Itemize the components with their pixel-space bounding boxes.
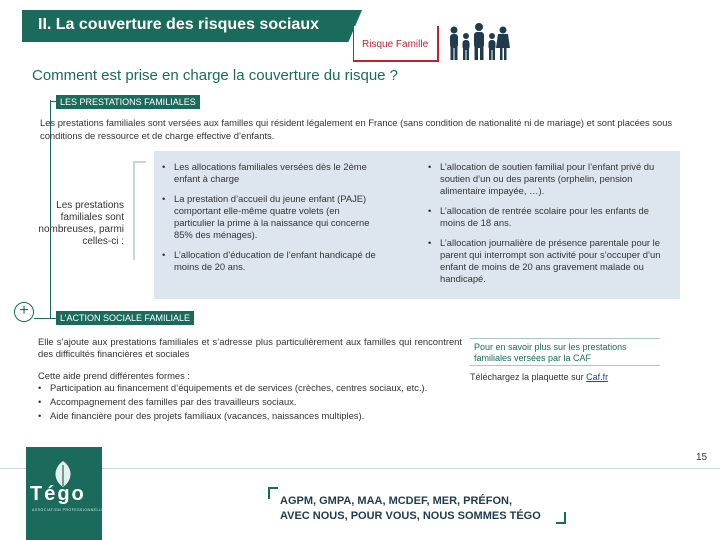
action-sociale-tag: L’ACTION SOCIALE FAMILIALE (56, 311, 194, 325)
list-item: • L’allocation d’éducation de l’enfant handicapé de moins de 20 ans. (160, 249, 380, 273)
forms-intro: Cette aide prend différentes formes : (38, 370, 190, 381)
page-title: II. La couverture des risques sociaux (38, 16, 319, 33)
bracket-bottom-right (556, 512, 566, 524)
more-info-box: Pour en savoir plus sur les prestations familiales versées par la CAF (470, 338, 660, 366)
family-icon (446, 22, 510, 62)
list-item: • L’allocation de soutien familial pour l’enfant privé du soutien d’un ou des parents (orphelin, pension alimentaire impayée, …). (426, 161, 674, 197)
prestations-list-left (160, 161, 380, 281)
brace-icon (128, 160, 148, 260)
list-item: • La prestation d’accueil du jeune enfant (PAJE) comportant elle-même quatre volets (en particulier la prime à la naissance qui concerne 85% des ménages). (160, 193, 380, 241)
page-number: 15 (696, 452, 708, 463)
footer-slogan (280, 494, 541, 524)
prestations-left-label: Les prestations familiales sont nombreuses, parmi celles-ci : (38, 200, 124, 247)
section-question: Comment est prise en charge la couverture du risque ? (32, 67, 399, 84)
download-prefix: Téléchargez la plaquette sur (470, 372, 584, 382)
prestations-list-right (426, 161, 674, 293)
caf-link[interactable]: Caf.fr (586, 372, 609, 382)
list-item: • L’allocation journalière de présence parentale pour le parent qui interrompt son activité pour s’occuper d’un enfant de moins de 20 ans gravement malade ou handicapé. (426, 237, 674, 285)
plus-circle-icon: + (14, 302, 34, 322)
list-item: • L’allocation de rentrée scolaire pour les enfants de moins de 18 ans. (426, 205, 674, 229)
list-item: • Les allocations familiales versées dès le 2ème enfant à charge (160, 161, 380, 185)
risk-label: Risque Famille (362, 39, 429, 50)
bracket-top-left (268, 487, 278, 499)
prestations-tag: LES PRESTATIONS FAMILIALES (56, 95, 200, 109)
forms-list (38, 382, 438, 424)
tree-line-bottom (34, 318, 56, 319)
list-item: • Participation au financement d’équipements et de services (crèches, centres sociaux, etc.). (38, 382, 438, 394)
action-sociale-text: Elle s’ajoute aux prestations familiales et s’adresse plus particulièrement aux familles qui rencontrent des difficultés financières et sociales (38, 336, 462, 359)
list-item: • Aide financière pour des projets familiaux (vacances, naissances multiples). (38, 410, 438, 422)
logo-text: Tégo (30, 483, 86, 505)
slogan-line-1: AGPM, GMPA, MAA, MCDEF, MER, PRÉFON, (280, 495, 513, 507)
footer-divider (0, 468, 720, 469)
list-item: • Accompagnement des familles par des travailleurs sociaux. (38, 396, 438, 408)
slogan-line-2: AVEC NOUS, POUR VOUS, NOUS SOMMES TÉGO (280, 510, 541, 522)
prestations-intro: Les prestations familiales sont versées aux familles qui résident légalement en France (sans condition de nationalité ni de mariage) et sont placées sous conditions de ressource et de charge effective d’enfants. (40, 117, 673, 141)
logo-subtitle: ASSOCIATION PROFESSIONNELLE (32, 508, 105, 512)
download-line (470, 372, 608, 382)
